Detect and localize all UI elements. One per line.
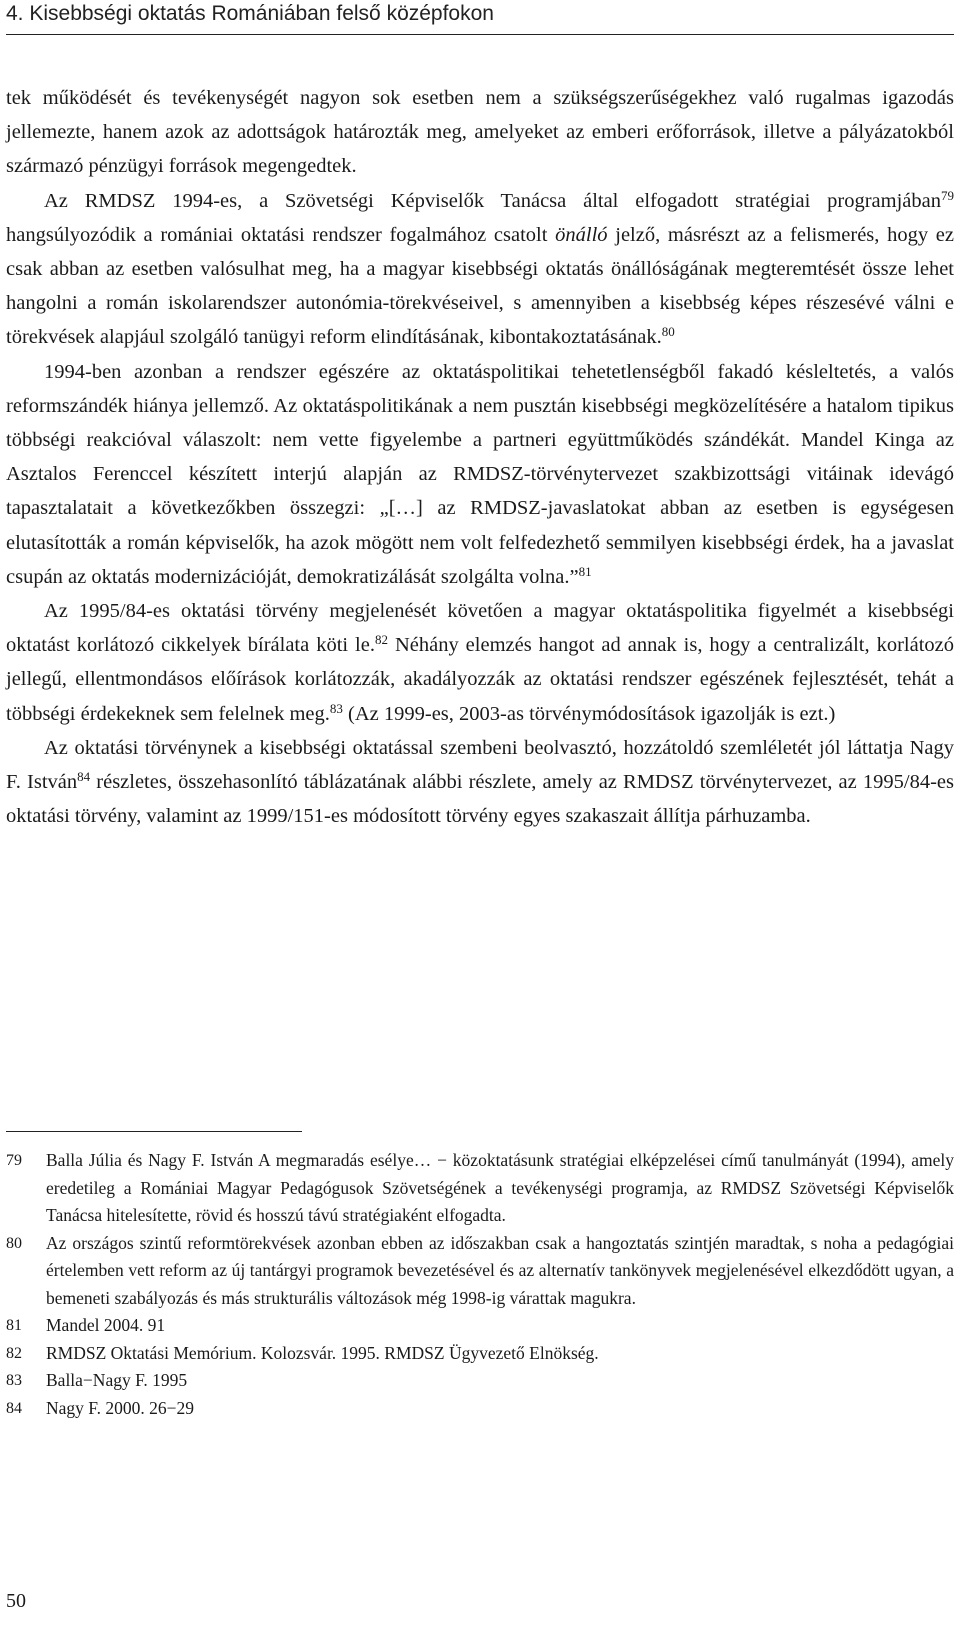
footnote-ref: 79 [941,187,954,203]
footnote [6,1340,954,1368]
footnote [6,1230,954,1313]
paragraph [6,184,954,355]
footnote-number: 82 [6,1344,22,1362]
paragraph [6,731,954,834]
footnote-number: 84 [6,1399,22,1417]
paragraph-text: Néhány elemzés hangot ad annak is, hogy a centralizált, korlátozó jellegű, ellentmondásos előírások korlátozzák, akadályozzák az oktatási rendszer egészének fejlesztését, tehát a többségi érdekeknek sem felelnek meg. [6,634,954,725]
paragraph-text: jelző, másrészt az a felismerés, hogy ez csak abban az esetben valósulhat meg, ha a magyar kisebbségi oktatás önállóságának megteremtését össze lehet hangolni a román iskolarendszer autonómia-törekvéseivel, s amennyiben a kisebbség képes részesévé válni e törekvések alapjául szolgáló tanügyi reform elindításának, kibontakoztatásának. [6,223,955,349]
footnote-ref: 83 [329,700,343,716]
paragraph [6,594,954,731]
paragraph [6,355,954,594]
paragraph-text: tek működését és tevékenységét nagyon sok esetben nem a szükségszerűségekhez való rugalmas igazodás jellemezte, hanem azok az adottságok határozták meg, amelyeket az emberi erőforrások, illetve a pályázatokból származó pénzügyi források megengedtek. [6,87,954,178]
footnote-text: Az országos szintű reformtörekvések azonban ebben az időszakban csak a hangoztatás szintjén maradtak, s noha a pedagógiai értelemben vett reform az új tantárgyi programok bevezetésével és az alternatív tankönyvek megjelenésével elkezdődött ugyan, a bemeneti szabályozás és más strukturális változások még 1998-ig várattak magukra. [46,1232,954,1308]
running-header [6,0,954,35]
footnotes [6,1147,954,1422]
footnote [6,1367,954,1395]
main-text [6,81,954,833]
paragraph-text: Az oktatási törvénynek a kisebbségi oktatással szembeni beolvasztó, hozzátoldó szemléletét jól láttatja Nagy F. István [6,736,954,794]
footnote-text: Mandel 2004. 91 [46,1315,166,1335]
footnote-text: Nagy F. 2000. 26−29 [46,1397,194,1418]
footnote-number: 81 [6,1317,22,1334]
footnote-ref: 80 [661,324,675,340]
footnote-ref: 84 [77,769,91,785]
footnote-ref: 82 [374,632,388,648]
paragraph-text: 1994-ben azonban a rendszer egészére az oktatáspolitikai tehetetlenségből fakadó késleltetés, a valós reformszándék hiánya jellemző. Az oktatáspolitikának a nem pusztán kisebbségi megközelítésére a hatalom tipikus többségi reakcióval válaszolt: nem vette figyelembe a partneri együttműködés szándékát. Mandel Kinga az Asztalos Ferenccel készített interjú alapján az RMDSZ-törvénytervezet szakbizottsági vitáinak idevágó tapasztalatait a következőkben összegzi: „[…] az RMDSZ-javaslatokat abban az esetben is egységesen elutasították a román képviselők, ha azok mögött nem volt felfedezhető semmilyen kisebbségi érdek, ha a javaslat csupán az oktatás modernizációját, demokratizálását szolgálta volna.” [6,360,954,588]
footnote-text: RMDSZ Oktatási Memórium. Kolozsvár. 1995. RMDSZ Ügyvezető Elnökség. [46,1342,599,1363]
paragraph [6,81,954,184]
page-number: 50 [6,1590,26,1612]
paragraph-text: hangsúlyozódik a romániai oktatási rendszer fogalmához csatolt [6,223,556,246]
emphasis: önálló [555,223,608,246]
footnote-text: Balla−Nagy F. 1995 [46,1370,188,1390]
footnote-divider [6,1131,302,1132]
footnote [6,1312,954,1340]
paragraph-text: Az 1995/84-es oktatási törvény megjelenését követően a magyar oktatáspolitika figyelmét a kisebbségi oktatást korlátozó cikkelyek bírálata köti le. [6,600,954,657]
footnote [6,1147,954,1230]
footnote-text: Balla Júlia és Nagy F. István A megmaradás esélye… − közoktatásunk stratégiai elképzelései című tanulmányát (1994), amely eredetileg a Romániai Magyar Pedagógusok Szövetségének a tevékenységi programja, az RMDSZ Szövetségi Képviselők Tanácsa hitelesítette, rövid és hosszú távú stratégiaként elfogadta. [46,1150,954,1225]
chapter-title: 4. Kisebbségi oktatás Romániában felső középfokon [6,2,494,25]
footnote-ref: 81 [578,563,592,579]
paragraph-text: részletes, összehasonlító táblázatának alábbi részlete, amely az RMDSZ törvénytervezet, az 1995/84-es oktatási törvény, valamint az 1999/151-es módosított törvény egyes szakaszait állítja párhuzamba. [6,771,954,828]
footnote [6,1395,954,1423]
paragraph-text: (Az 1999-es, 2003-as törvénymódosítások igazolják is ezt.) [342,702,836,725]
paragraph-text: Az RMDSZ 1994-es, a Szövetségi Képviselők Tanácsa által elfogadott stratégiai programjában [44,189,941,212]
footnote-number: 83 [6,1372,22,1389]
footnote-number: 80 [6,1234,22,1252]
footnote-number: 79 [6,1152,22,1169]
